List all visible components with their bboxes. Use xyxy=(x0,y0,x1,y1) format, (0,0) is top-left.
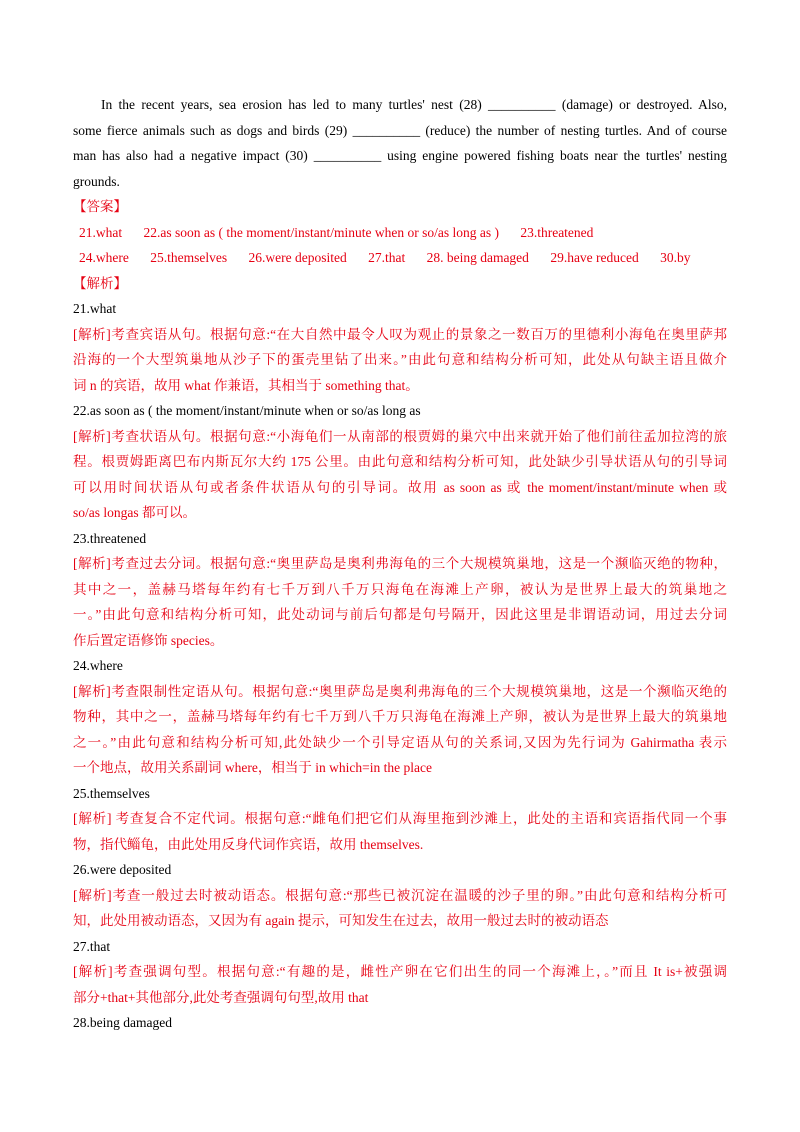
passage-line: In the recent years, sea erosion has led to many turtles' nest (28) __________ (damage) or destroyed. Also, xyxy=(101,97,727,112)
analysis-line: [解析]考查强调句型。根据句意:“有趣的是，雌性产卵在它们出生的同一个海滩上，。”而且 It is+被强调 xyxy=(73,964,727,979)
analysis-line: 知，此处用被动语态，又因为有 again 提示，可知发生在过去，故用一般过去时的被动语态 xyxy=(73,913,609,928)
answer-item: 28. being damaged xyxy=(426,250,529,265)
answer-item: 23.threatened xyxy=(520,224,594,240)
analysis-line: 之一。”由此句意和结构分析可知,此处缺少一个引导定语从句的关系词,又因为先行词为 Gahirmatha 表示 xyxy=(73,734,727,750)
analysis-line: 其中之一，盖赫马塔每年约有七千万到八千万只海龟在海滩上产卵，被认为是世界上最大的筑巢地之 xyxy=(73,581,727,597)
answer-item: 24.where xyxy=(79,250,129,265)
analysis-heading: 【解析】 xyxy=(73,275,127,291)
analysis-line: 物，指代鲻龟，由此处用反身代词作宾语，故用 themselves. xyxy=(73,836,424,852)
answer-item: 27.that xyxy=(368,250,406,265)
analysis-item-head: 27.that xyxy=(73,938,111,954)
analysis-line: [解析]考查一般过去时被动语态。根据句意:“那些已被沉淀在温暖的沙子里的卵。”由此句意和结构分析可 xyxy=(73,887,727,903)
analysis-line: 沿海的一个大型筑巢地从沙子下的蛋壳里钻了出来。”由此句意和结构分析可知，此处从句缺主语且做介 xyxy=(73,352,727,367)
analysis-line: [解析] 考查复合不定代词。根据句意:“雌龟们把它们从海里拖到沙滩上，此处的主语和宾语指代同一个事 xyxy=(73,811,727,826)
analysis-item-head: 21.what xyxy=(73,301,117,316)
analysis-line: 作后置定语修饰 species。 xyxy=(73,632,224,648)
analysis-line: so/as longas 都可以。 xyxy=(73,505,196,520)
analysis-line: [解析]考查宾语从句。根据句意:“在大自然中最令人叹为观止的景象之一数百万的里德利小海龟在奥里萨邦 xyxy=(73,326,727,342)
analysis-item-body xyxy=(73,551,727,653)
document-page xyxy=(73,92,727,1036)
answer-item: 30.by xyxy=(660,250,691,265)
passage-line: man has also had a negative impact (30) __________ using engine powered fishing boats near the turtles' nesting xyxy=(73,148,727,163)
analysis-item-body xyxy=(73,806,727,857)
analysis-line: 程。根贾姆距离巴布内斯瓦尔大约 175 公里。由此句意和结构分析可知，此处缺少引导状语从句的引导词 xyxy=(73,454,727,469)
analysis-line: 部分+that+其他部分,此处考查强调句句型,故用 that xyxy=(73,989,369,1005)
passage xyxy=(73,92,727,194)
passage-line: some fierce animals such as dogs and birds (29) __________ (reduce) the number of nesting turtles. And of course xyxy=(73,122,727,138)
analysis-item-body xyxy=(73,679,727,781)
answers-row-2 xyxy=(73,245,727,271)
analysis-item-head: 26.were deposited xyxy=(73,862,172,877)
answer-item: 21.what xyxy=(79,224,123,240)
answer-item: 26.were deposited xyxy=(248,250,347,265)
analysis-item-head: 25.themselves xyxy=(73,785,150,801)
analysis-item-head: 22.as soon as ( the moment/instant/minute when or so/as long as xyxy=(73,403,421,418)
analysis-item-head: 28.being damaged xyxy=(73,1015,172,1030)
answer-item: 25.themselves xyxy=(150,250,228,265)
analysis-item-body xyxy=(73,883,727,934)
analysis-item-head: 23.threatened xyxy=(73,530,147,546)
analysis-item-body xyxy=(73,322,727,399)
analysis-line: 词 n 的宾语，故用 what 作兼语，其相当于 something that。 xyxy=(73,377,419,393)
analysis-line: [解析]考查限制性定语从句。根据句意:“奥里萨岛是奥利弗海龟的三个大规模筑巢地，这是一个濒临灭绝的 xyxy=(73,683,727,699)
analysis-item-head: 24.where xyxy=(73,658,123,673)
analysis-item-body xyxy=(73,424,727,526)
analysis-line: 一个地点，故用关系副词 where，相当于 in which=in the place xyxy=(73,760,432,775)
analysis-item-body xyxy=(73,959,727,1010)
analysis-line: 一。”由此句意和结构分析可知，此处动词与前后句都是句号隔开，因此这里是非谓语动词，用过去分词 xyxy=(73,607,727,622)
answer-heading: 【答案】 xyxy=(73,199,127,214)
analysis-line: [解析]考查过去分词。根据句意:“奥里萨岛是奥利弗海龟的三个大规模筑巢地，这是一个濒临灭绝的物种， xyxy=(73,556,727,571)
answer-item: 29.have reduced xyxy=(550,250,639,265)
analysis-line: [解析]考查状语从句。根据句意:“小海龟们一从南部的根贾姆的巢穴中出来就开始了他们前往孟加拉湾的旅 xyxy=(73,428,727,444)
answer-item: 22.as soon as ( the moment/instant/minute when or so/as long as ) xyxy=(143,224,499,240)
answers-row-1 xyxy=(73,220,727,246)
analysis-line: 可以用时间状语从句或者条件状语从句的引导词。故用 as soon as 或 the moment/instant/minute when 或 xyxy=(73,479,727,495)
analysis-line: 物种，其中之一，盖赫马塔每年约有七千万到八千万只海龟在海滩上产卵，被认为是世界上最大的筑巢地 xyxy=(73,709,727,724)
passage-line: grounds. xyxy=(73,173,120,189)
